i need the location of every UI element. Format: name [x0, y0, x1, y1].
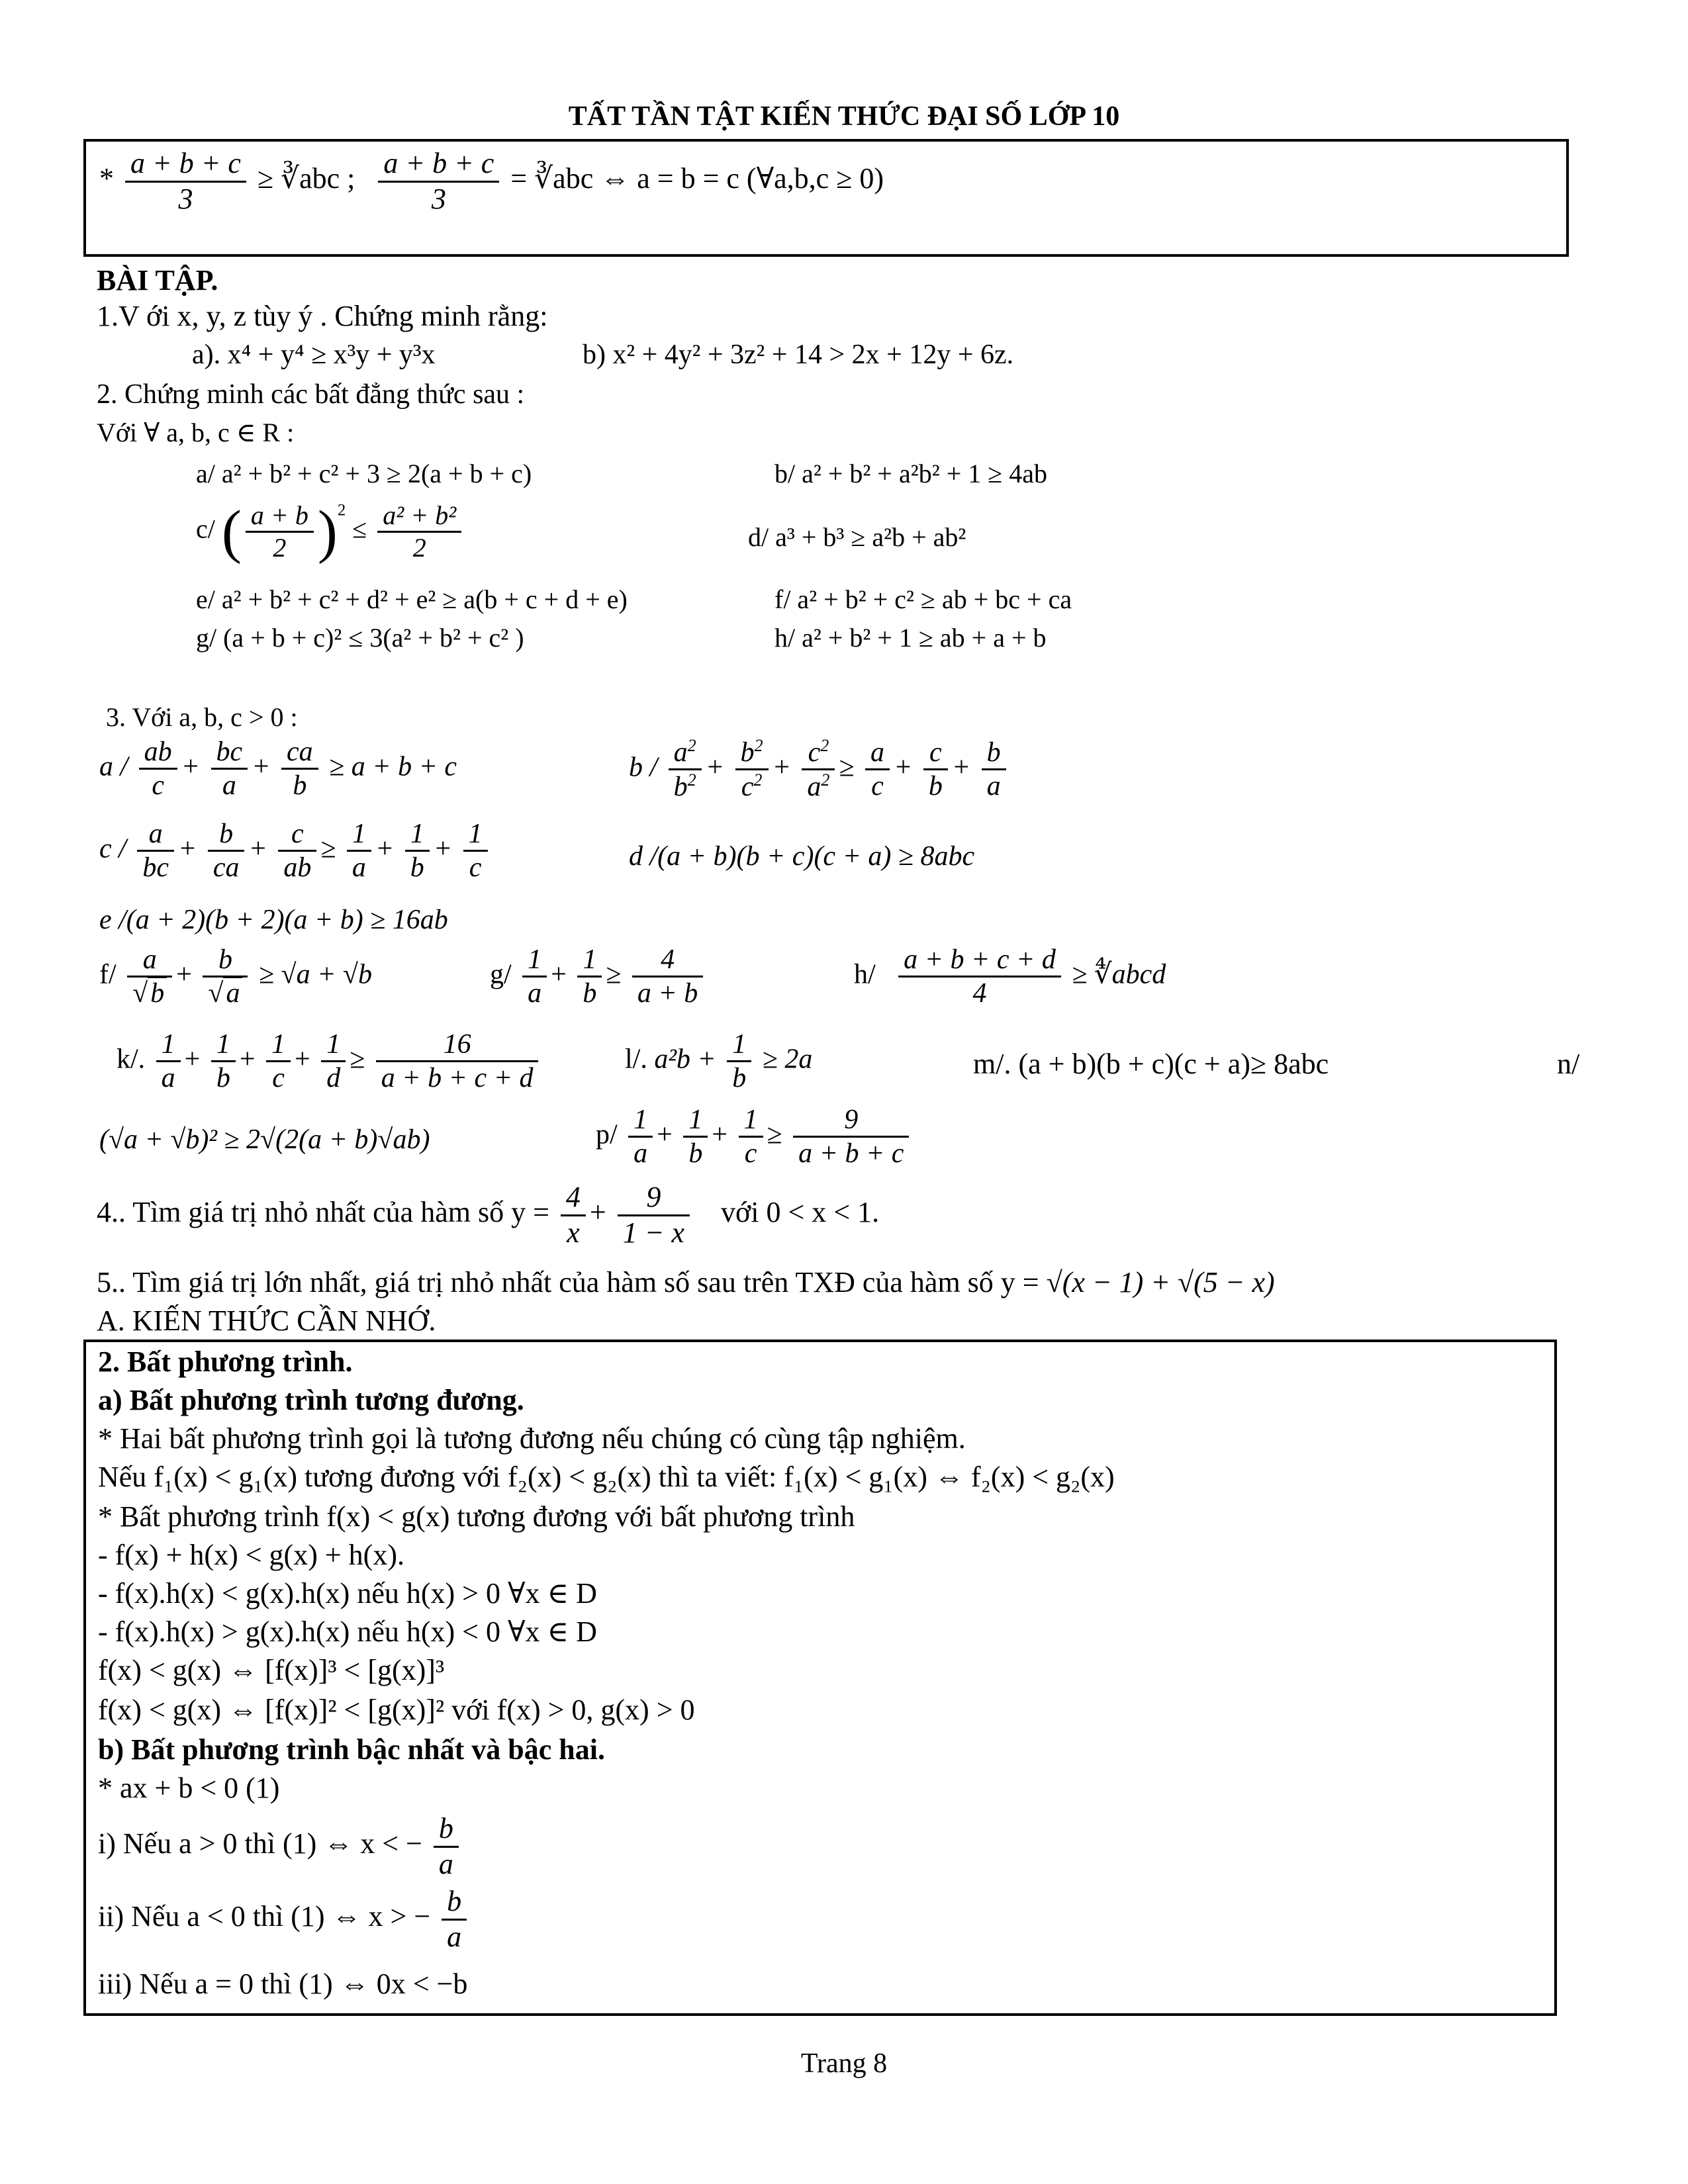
problem-3-n: (√a + √b)² ≥ 2√(2(a + b)√ab)	[99, 1124, 430, 1155]
case-2: ii) Nếu a < 0 thì (1) ⇔ x > − $\frac{b}{a}$	[98, 1885, 471, 1954]
page-title: TẤT TẦN TẬT KIẾN THỨC ĐẠI SỐ LỚP 10	[568, 101, 1120, 132]
problem-2-domain: Với ∀ a, b, c ∈ R :	[97, 418, 295, 447]
amgm-formula	[99, 147, 884, 216]
amgm-fraction-2	[378, 147, 499, 216]
inequality-sub-b: b) Bất phương trình bậc nhất và bậc hai.	[98, 1733, 605, 1766]
inequality-line-2: Nếu f₁(x) < g₁(x) tương đương với f₂(x) < g₂(x) thì ta viết: f₁(x) < g₁(x) ⇔ f₂(x) < g₂(x)	[98, 1461, 1115, 1493]
inequality-line-3: * Bất phương trình f(x) < g(x) tương đương với bất phương trình	[98, 1500, 855, 1533]
problem-1-title: 1.V ới x, y, z tùy ý . Chứng minh rằng:	[97, 300, 548, 332]
problem-1-a: a). x⁴ + y⁴ ≥ x³y + y³x	[192, 340, 436, 370]
section-a-heading: A. KIẾN THỨC CẦN NHỚ.	[97, 1304, 436, 1337]
inequality-line-8: f(x) < g(x) ⇔ [f(x)]² < [g(x)]² với f(x) > 0, g(x) > 0	[98, 1694, 695, 1726]
problem-3-b: b / $\frac{a^2}{b^2}$ + $\frac{b^2}{c^2}$ + $\frac{c^2}{a^2}$ ≥ $\frac{a}{c}$ + $\frac{c}{b}$ + $\frac{b}{a}$	[629, 736, 1010, 803]
problem-3-a: a / $\frac{ab}{c}$ + $\frac{bc}{a}$ + $\frac{ca}{b}$ ≥ a + b + c	[99, 737, 457, 801]
problem-2-c-rhs: $\frac{\text{a² + b²}}{2}$	[377, 500, 461, 563]
problem-2-d: d/ a³ + b³ ≥ a²b + ab²	[748, 522, 966, 552]
amgm-star: *	[99, 162, 114, 195]
problem-1-b: b) x² + 4y² + 3z² + 14 > 2x + 12y + 6z.	[583, 340, 1014, 370]
problem-3-n-label: n/	[1557, 1048, 1580, 1080]
problem-2-e: e/ a² + b² + c² + d² + e² ≥ a(b + c + d + e)	[196, 584, 628, 614]
problem-3-e: e /(a + 2)(b + 2)(a + b) ≥ 16ab	[99, 905, 448, 935]
amgm-den-2: 3	[431, 182, 446, 215]
problem-3-f: f/ $\frac{a}{√b}$ + $\frac{b}{√a}$ ≥ √a + √b	[99, 944, 372, 1009]
amgm-num-2: a + b + c	[378, 147, 499, 183]
problem-2-c: c/ ( $\frac{a + b}{2}$ )$^2$ ≤ $\frac{\text{a² + b²}}{2}$	[196, 498, 465, 566]
inequality-sub-a: a) Bất phương trình tương đương.	[98, 1384, 524, 1416]
inequality-line-7: f(x) < g(x) ⇔ [f(x)]³ < [g(x)]³	[98, 1654, 445, 1686]
problem-4: 4.. Tìm giá trị nhỏ nhất của hàm số y = $\frac{4}{x}$ + $\frac{9}{1 - x}$ với 0 < x < 1.	[97, 1181, 880, 1249]
amgm-ge: ≥ ∛abc ;	[257, 162, 355, 195]
problem-3-h: h/ $\frac{a + b + c + d}{4}$ ≥ ∜abcd	[854, 944, 1166, 1009]
problem-3-l: l/. a²b + $\frac{1}{b}$ ≥ 2a	[625, 1029, 813, 1094]
amgm-eq: = ∛abc ⇔ a = b = c (∀a,b,c ≥ 0)	[510, 162, 884, 195]
problem-2-f: f/ a² + b² + c² ≥ ab + bc + ca	[774, 584, 1072, 614]
problem-3-c: c / $\frac{a}{bc}$ + $\frac{b}{ca}$ + $\frac{c}{ab}$ ≥ $\frac{1}{a}$ + $\frac{1}{b}$ + $\frac{1}{c}$	[99, 818, 492, 884]
problem-3-m: m/. (a + b)(b + c)(c + a)≥ 8abc	[973, 1048, 1329, 1080]
problem-3-title: 3. Với a, b, c > 0 :	[106, 702, 298, 732]
case-1: i) Nếu a > 0 thì (1) ⇔ x < − $\frac{b}{a}$	[98, 1812, 463, 1881]
inequality-heading: 2. Bất phương trình.	[98, 1345, 353, 1378]
case-3: iii) Nếu a = 0 thì (1) ⇔ 0x < −b	[98, 1968, 468, 2000]
page-number: Trang 8	[800, 2048, 888, 2079]
problem-5: 5.. Tìm giá trị lớn nhất, giá trị nhỏ nhất của hàm số sau trên TXĐ của hàm số y = √(x − 1) + √(5 − x)	[97, 1266, 1275, 1298]
inequality-line-5: - f(x).h(x) < g(x).h(x) nếu h(x) > 0 ∀x ∈ D	[98, 1577, 597, 1610]
amgm-num-1: a + b + c	[125, 147, 246, 183]
problem-3-d: d /(a + b)(b + c)(c + a) ≥ 8abc	[629, 841, 975, 872]
problem-2-title: 2. Chứng minh các bất đẳng thức sau :	[97, 379, 525, 410]
problem-3-p: p/ $\frac{1}{a}$ + $\frac{1}{b}$ + $\frac{1}{c}$ ≥ $\frac{9}{a + b + c}$	[596, 1104, 913, 1170]
inequality-line-9: * ax + b < 0 (1)	[98, 1772, 280, 1804]
problem-3-k: k/. $\frac{1}{a}$ + $\frac{1}{b}$ + $\frac{1}{c}$ + $\frac{1}{d}$ ≥ $\frac{16}{a + b + c + d}$	[117, 1028, 542, 1095]
problem-3-g: g/ $\frac{1}{a}$ + $\frac{1}{b}$ ≥ $\frac{4}{a + b}$	[490, 944, 707, 1010]
inequality-line-6: - f(x).h(x) > g(x).h(x) nếu h(x) < 0 ∀x ∈ D	[98, 1615, 597, 1648]
problem-2-c-frac: $\frac{a + b}{2}$	[246, 500, 314, 563]
problem-2-b: b/ a² + b² + a²b² + 1 ≥ 4ab	[774, 459, 1047, 488]
problem-2-g: g/ (a + b + c)² ≤ 3(a² + b² + c² )	[196, 623, 524, 653]
inequality-line-1: * Hai bất phương trình gọi là tương đương nếu chúng có cùng tập nghiệm.	[98, 1422, 966, 1455]
problem-2-h: h/ a² + b² + 1 ≥ ab + a + b	[774, 623, 1047, 653]
exercises-heading: BÀI TẬP.	[97, 264, 218, 296]
amgm-fraction-1	[125, 147, 246, 216]
problem-2-a: a/ a² + b² + c² + 3 ≥ 2(a + b + c)	[196, 459, 532, 488]
inequality-line-4: - f(x) + h(x) < g(x) + h(x).	[98, 1539, 404, 1571]
amgm-den-1: 3	[178, 182, 193, 215]
